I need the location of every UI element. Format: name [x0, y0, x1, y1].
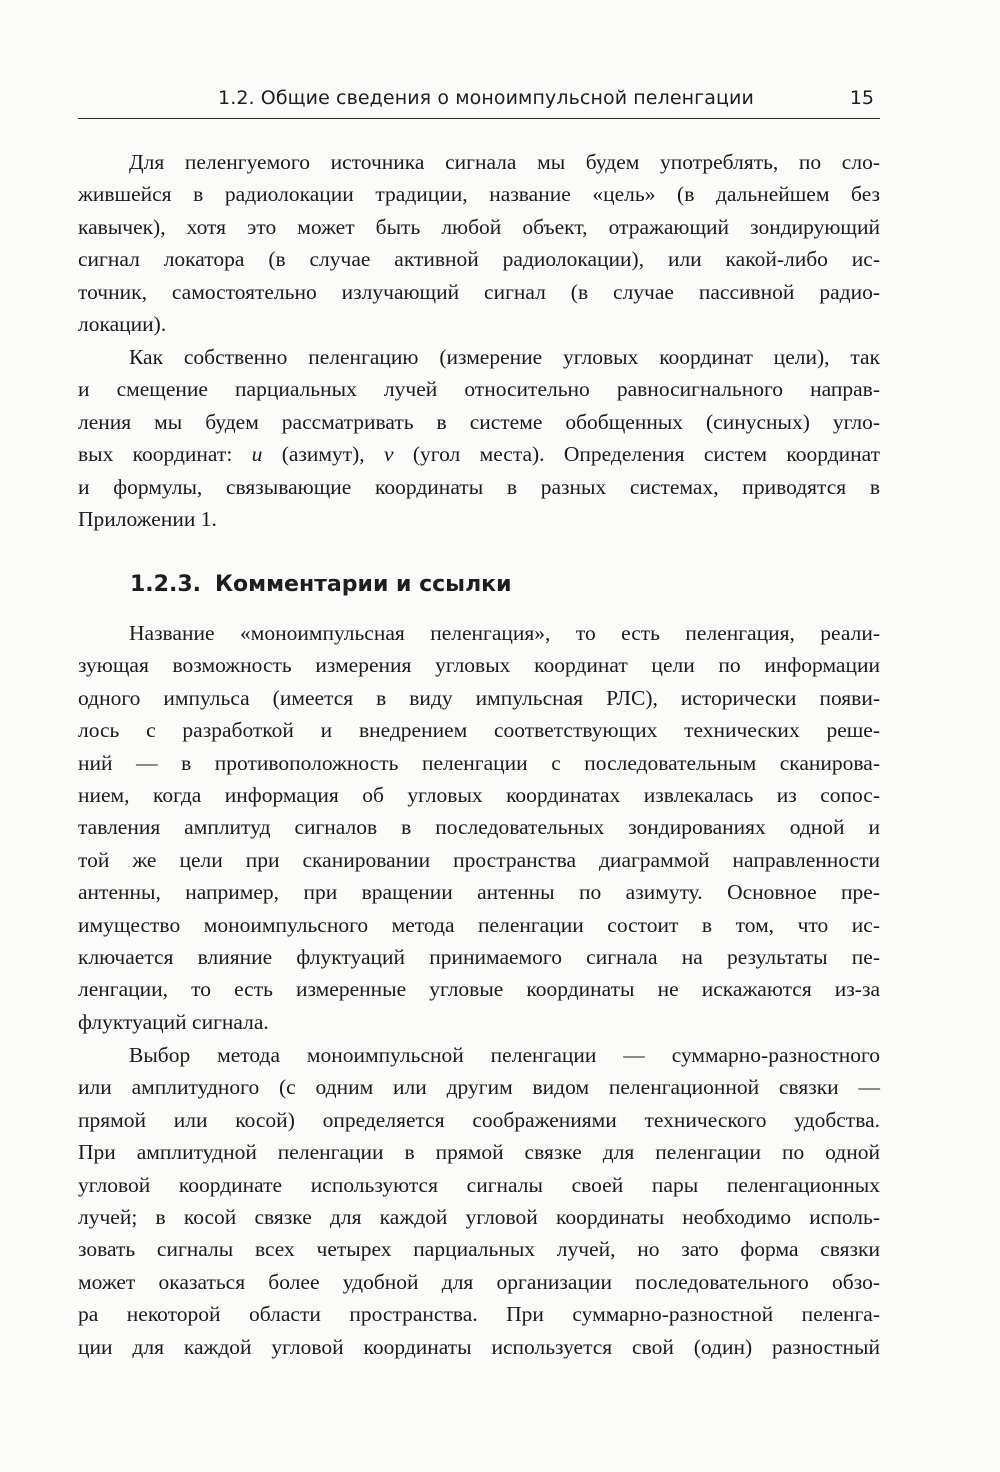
text-line: Выбор метода моноимпульсной пеленгации — суммарно-разностного	[129, 1043, 880, 1067]
running-header	[78, 78, 880, 119]
variable-v: v	[384, 442, 394, 467]
text-line-with-variables	[78, 438, 880, 470]
text-line: флуктуаций сигнала.	[78, 1009, 269, 1034]
section-number: 1.2.3.	[130, 572, 201, 597]
section-heading	[130, 572, 512, 597]
text-line: Приложении 1.	[78, 506, 217, 531]
section-title: Комментарии и ссылки	[215, 572, 512, 597]
paragraph-3	[78, 617, 880, 1038]
text-line: тавления амплитуд сигналов в последовательных зондированиях одной и	[78, 815, 880, 840]
text-line: ний — в противоположность пеленгации с последовательным сканирова-	[78, 750, 880, 775]
text-line: кавычек), хотя это может быть любой объект, отражающий зондирующий	[78, 214, 880, 239]
text-line: имущество моноимпульсного метода пеленгации состоит в том, что ис-	[78, 912, 880, 937]
text-line: прямой или косой) определяется соображениями технического удобства.	[78, 1107, 880, 1132]
text-line: или амплитудного (с одним или другим видом пеленгационной связки —	[78, 1075, 880, 1100]
text-segment: (угол места). Определения систем координат	[393, 442, 880, 467]
text-line: той же цели при сканировании пространства диаграммой направленности	[78, 847, 880, 872]
text-line: Как собственно пеленгацию (измерение угловых координат цели), так	[129, 345, 880, 369]
text-line: и формулы, связывающие координаты в разных системах, приводятся в	[78, 474, 880, 499]
text-segment: вых координат:	[78, 442, 252, 467]
text-line: жившейся в радиолокации традиции, название «цель» (в дальнейшем без	[78, 182, 880, 207]
text-line: Для пеленгуемого источника сигнала мы будем употреблять, по сло-	[129, 150, 880, 174]
text-line: ции для каждой угловой координаты используется свой (один) разностный	[78, 1334, 880, 1359]
text-line: может оказаться более удобной для организации последовательного обзо-	[78, 1269, 880, 1294]
running-title: 1.2. Общие сведения о моноимпульсной пеленгации	[218, 87, 754, 109]
text-line: точник, самостоятельно излучающий сигнал (в случае пассивной радио-	[78, 279, 880, 304]
text-line: При амплитудной пеленгации в прямой связке для пеленгации по одной	[78, 1140, 880, 1165]
text-line: антенны, например, при вращении антенны по азимуту. Основное пре-	[78, 880, 880, 905]
text-line: лучей; в косой связке для каждой угловой координаты необходимо исполь-	[78, 1204, 880, 1229]
paragraph-4	[78, 1039, 880, 1363]
text-line: сигнал локатора (в случае активной радиолокации), или какой-либо ис-	[78, 247, 880, 272]
text-line: ленгации, то есть измеренные угловые координаты не искажаются из-за	[78, 977, 880, 1002]
text-line: ключается влияние флуктуаций принимаемого сигнала на результаты пе-	[78, 944, 880, 969]
text-line: и смещение парциальных лучей относительно равносигнального направ-	[78, 377, 880, 402]
text-line: ления мы будем рассматривать в системе обобщенных (синусных) угло-	[78, 409, 880, 434]
paragraph-2	[78, 341, 880, 535]
text-line: лось с разработкой и внедрением соответствующих технических реше-	[78, 718, 880, 743]
text-line: Название «моноимпульсная пеленгация», то есть пеленгация, реали-	[129, 621, 880, 645]
text-line: зующая возможность измерения угловых координат цели по информации	[78, 653, 880, 678]
text-line: локации).	[78, 311, 167, 336]
text-line: нием, когда информация об угловых координатах извлекалась из сопос-	[78, 782, 880, 807]
text-line: одного импульса (имеется в виду импульсная РЛС), исторически появи-	[78, 685, 880, 710]
page-number: 15	[849, 87, 874, 109]
text-line: угловой координате используются сигналы своей пары пеленгационных	[78, 1172, 880, 1197]
text-line: ра некоторой области пространства. При суммарно-разностной пеленга-	[78, 1302, 880, 1327]
paragraph-1	[78, 146, 880, 340]
variable-u: u	[251, 442, 263, 467]
text-segment: (азимут),	[262, 442, 385, 467]
text-line: зовать сигналы всех четырех парциальных лучей, но зато форма связки	[78, 1237, 880, 1262]
